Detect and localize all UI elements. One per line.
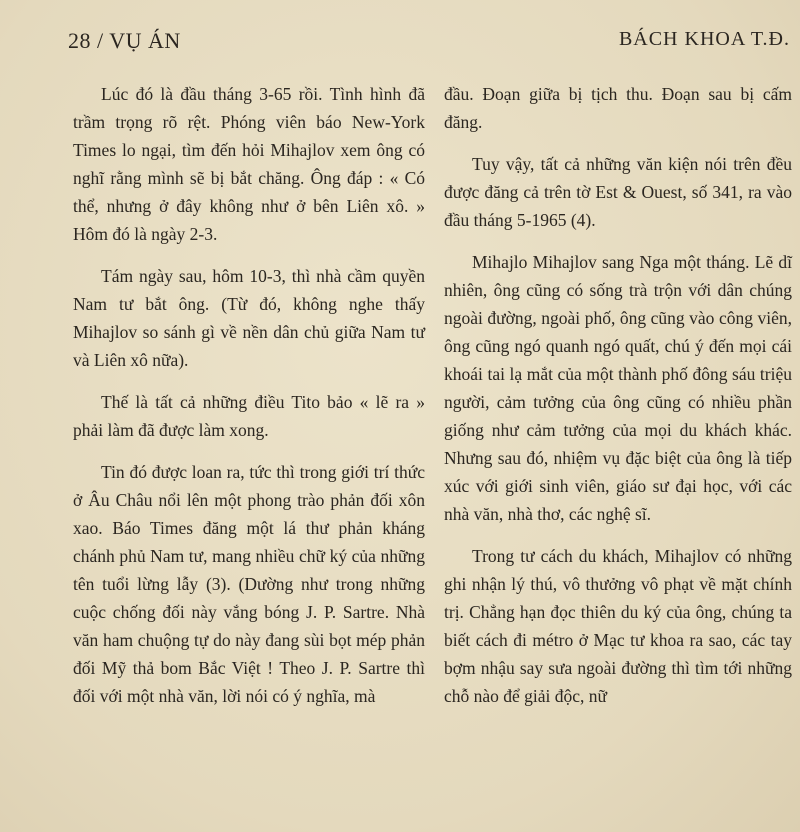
right-column xyxy=(444,80,792,710)
paragraph: Trong tư cách du khách, Mihajlov có những ghi nhận lý thú, vô thưởng vô phạt về mặt chính trị. Chẳng hạn đọc thiên du ký của ông, chúng ta biết cách đi métro ở Mạc tư khoa ra sao, các tay bợm nhậu say sưa ngoài đường thì tìm tới những chỗ nào để giải độc, nữ xyxy=(444,546,792,706)
paragraph: Mihajlo Mihajlov sang Nga một tháng. Lẽ dĩ nhiên, ông cũng có sống trà trộn với dân chúng ngoài đường, ngoài phố, ông cũng vào công viên, ông cũng ngó quanh ngó quất, chú ý đến mọi cái khoái tai lạ mắt của một thành phố đông sáu triệu người, cảm tưởng của ông cũng có nhiều phần giống như cảm tưởng của mọi du khách khác. Nhưng sau đó, nhiệm vụ đặc biệt của ông là tiếp xúc với giới sinh viên, giáo sư đại học, với các nhà văn, nhà thơ, các nghệ sĩ. xyxy=(444,252,792,524)
paragraph: Tin đó được loan ra, tức thì trong giới trí thức ở Âu Châu nổi lên một phong trào phản đối xôn xao. Báo Times đăng một lá thư phản kháng chánh phủ Nam tư, mang nhiều chữ ký của những tên tuổi lừng lẫy (3). (Dường như trong những cuộc chống đối này vắng bóng J. P. Sartre. Nhà văn ham chuộng tự do này đang sùi bọt mép phản đối Mỹ thả bom Bắc Việt ! Theo J. P. Sartre thì đối với một nhà văn, lời nói có ý nghĩa, mà xyxy=(73,462,425,706)
paragraph: đầu. Đoạn giữa bị tịch thu. Đoạn sau bị cấm đăng. xyxy=(444,84,792,132)
left-column xyxy=(73,80,425,710)
page-folio: 28 / VỤ ÁN xyxy=(68,28,181,53)
paragraph: Tám ngày sau, hôm 10-3, thì nhà cầm quyền Nam tư bắt ông. (Từ đó, không nghe thấy Mihajlov so sánh gì về nền dân chủ giữa Nam tư và Liên xô nữa). xyxy=(73,266,425,370)
journal-title: BÁCH KHOA T.Đ. xyxy=(618,28,790,50)
running-header xyxy=(68,28,790,58)
paragraph: Tuy vậy, tất cả những văn kiện nói trên đều được đăng cả trên tờ Est & Ouest, số 341, ra vào đầu tháng 5-1965 (4). xyxy=(444,154,792,230)
paragraph: Thế là tất cả những điều Tito bảo « lẽ ra » phải làm đã được làm xong. xyxy=(73,392,425,440)
paragraph: Lúc đó là đầu tháng 3-65 rồi. Tình hình đã trầm trọng rõ rệt. Phóng viên báo New-York Times lo ngại, tìm đến hỏi Mihajlov xem ông có nghĩ rằng mình sẽ bị bắt chăng. Ông đáp : « Có thể, nhưng ở đây không như ở bên Liên xô. » Hôm đó là ngày 2-3. xyxy=(73,84,425,244)
